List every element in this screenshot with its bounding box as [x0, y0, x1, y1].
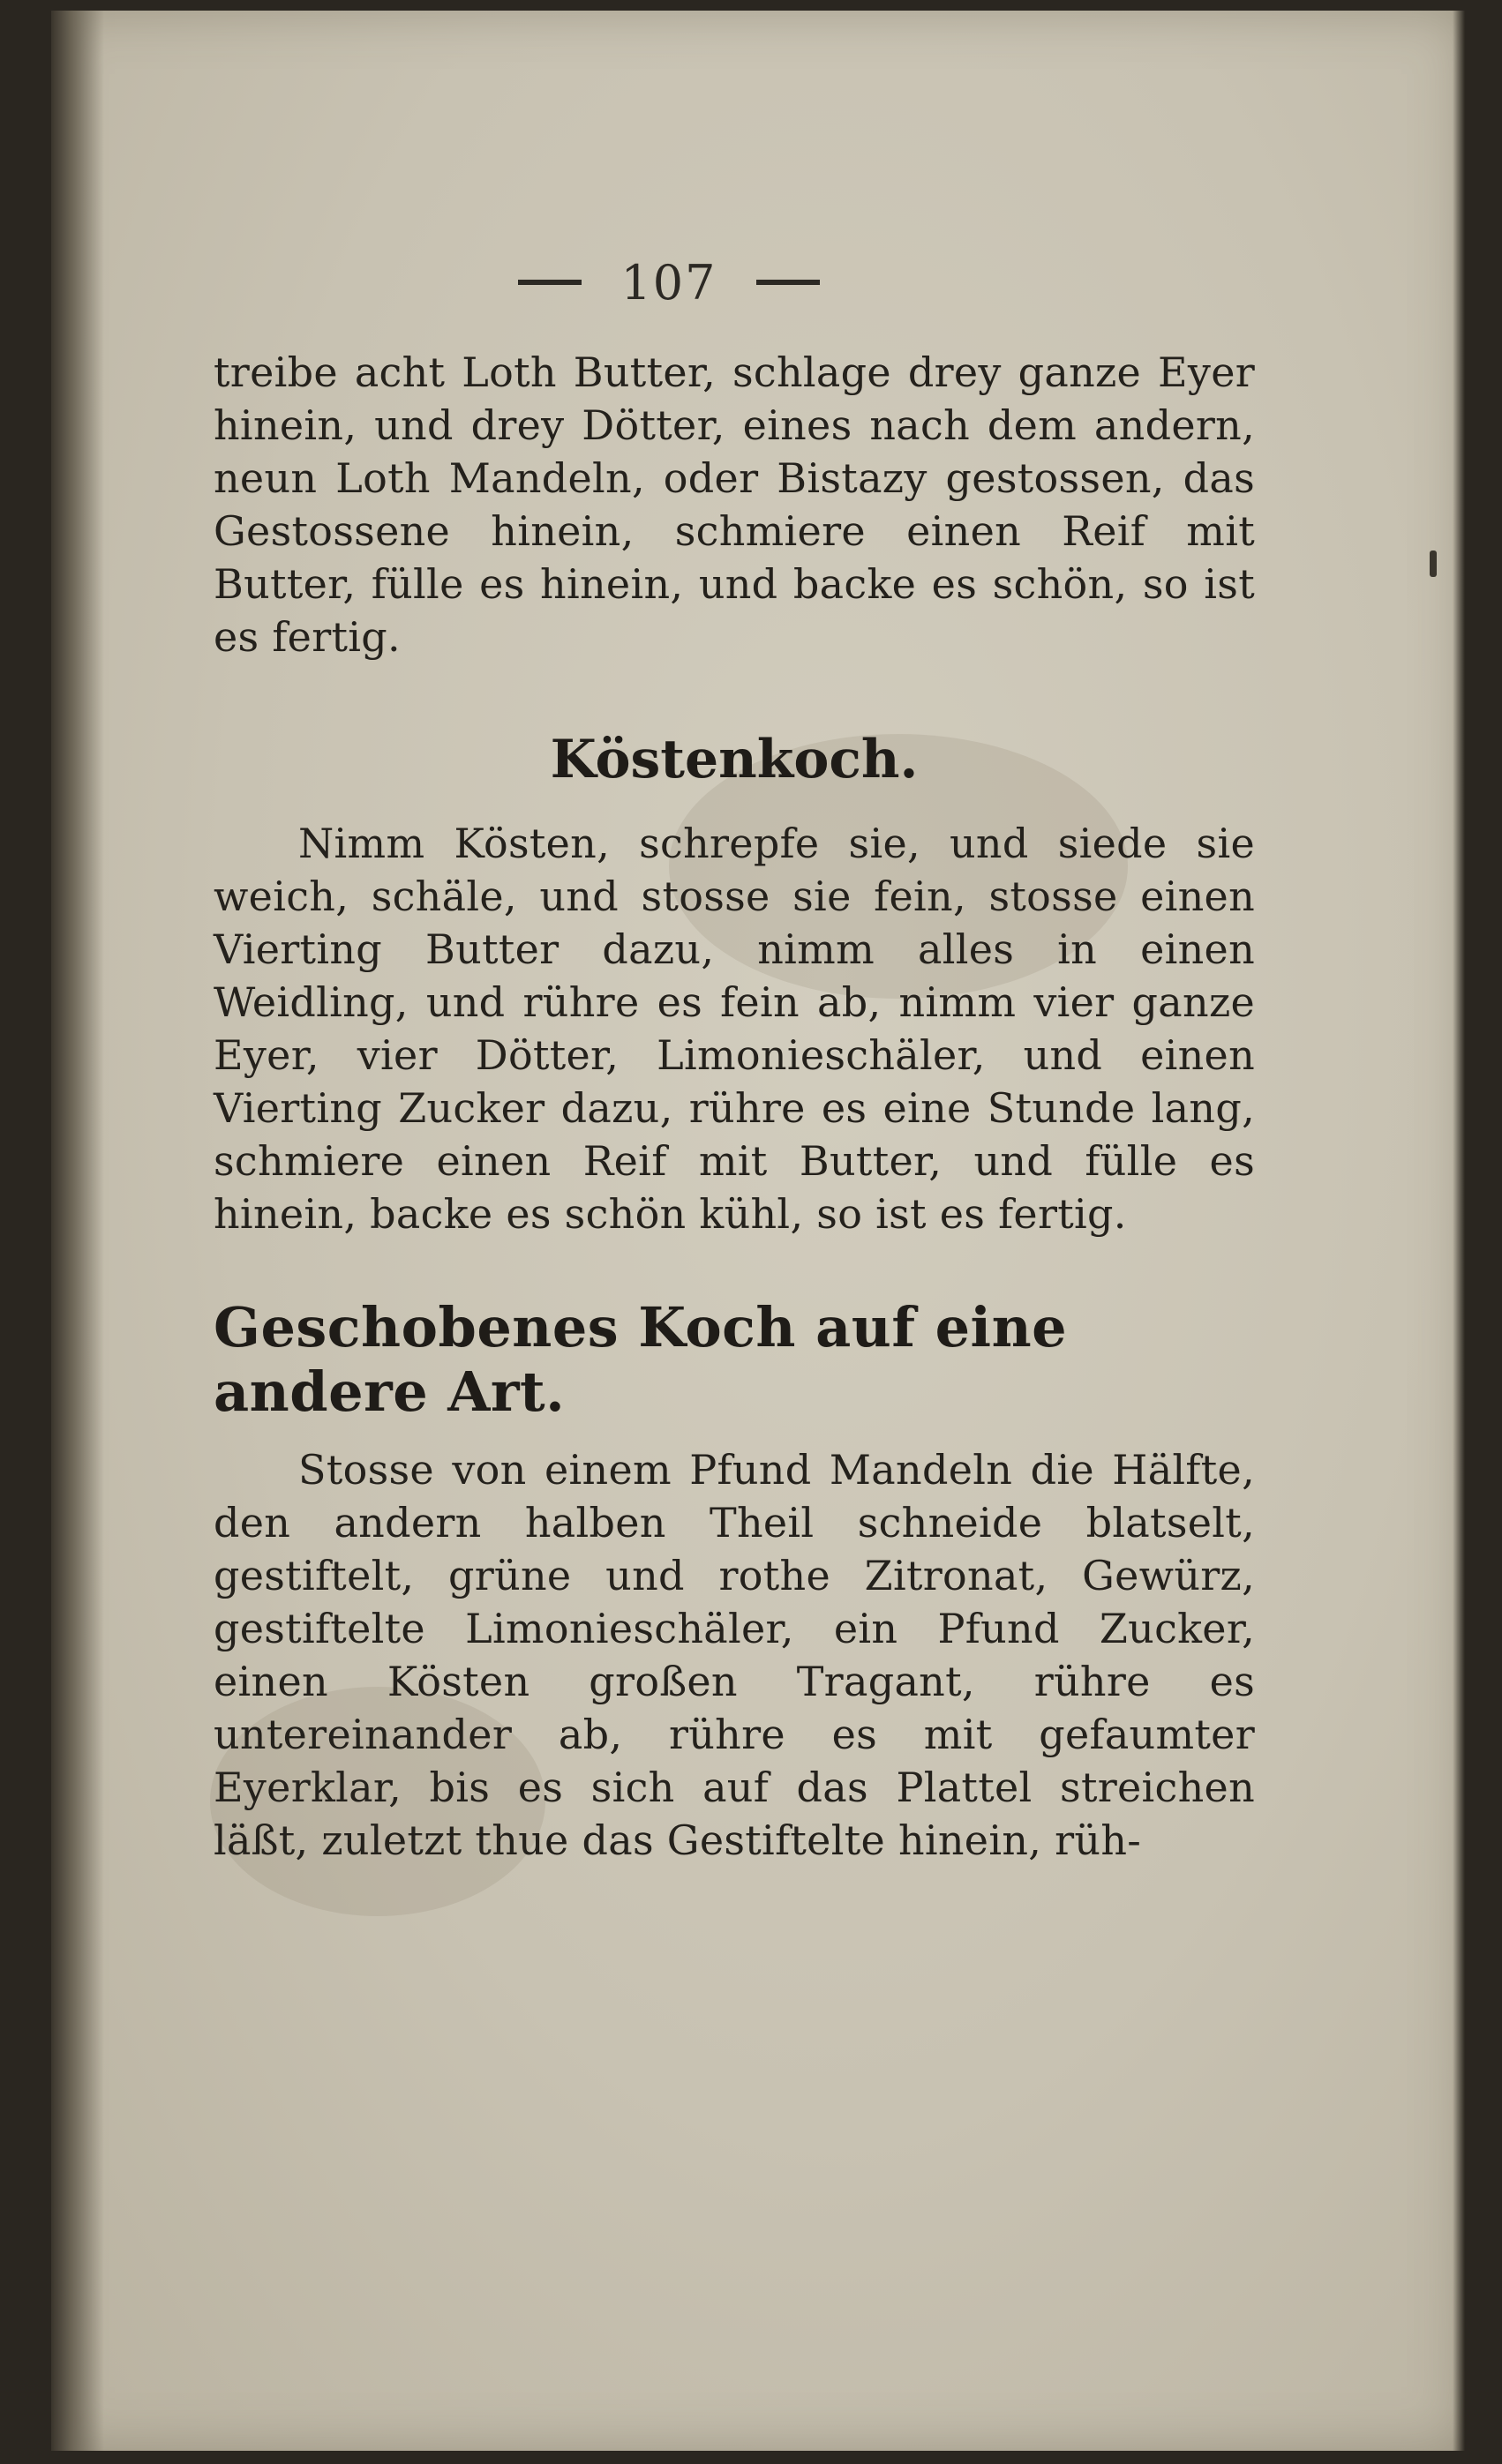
recipe-body-koestenkoch: Nimm Kösten, schrepfe sie, und siede sie weich, schäle, und stosse sie fein, stosse einen Vierting Butter dazu, nimm alles in einen Weidling, und rühre es fein ab, nimm vier ganze Eyer, vier Dötter, Limonieschäler, und einen Vierting Zucker dazu, rühre es eine Stunde lang, schmiere einen Reif mit Butter, und fülle es hinein, backe es schön kühl, so ist es fertig.: [214, 820, 1255, 1238]
paper-sheet: [51, 11, 1465, 2451]
header-dash-right: [756, 280, 820, 285]
recipe-title-geschobenes-koch: Geschobenes Koch auf eine andere Art.: [214, 1295, 1068, 1424]
opening-paragraph: treibe acht Loth Butter, schlage drey ganze Eyer hinein, und drey Dötter, eines nach dem andern, neun Loth Mandeln, oder Bistazy gestossen, das Gestossene hinein, schmiere einen Reif mit Butter, fülle es hinein, und backe es schön, so ist es fertig.: [214, 348, 1255, 661]
page-number: 107: [620, 254, 717, 311]
recipe-title-koestenkoch: Köstenkoch.: [550, 729, 919, 790]
page-header: [484, 247, 854, 318]
text-block: [214, 346, 1255, 1867]
ink-mark: [1430, 550, 1437, 577]
recipe-body-geschobenes-koch: Stosse von einem Pfund Mandeln die Hälfte, den andern halben Theil schneide blatselt, gestiftelt, grüne und rothe Zitronat, Gewürz, gestiftelte Limonieschäler, ein Pfund Zucker, einen Kösten großen Tragant, rühre es untereinander ab, rühre es mit gefaumter Eyerklar, bis es sich auf das Plattel streichen läßt, zuletzt thue das Gestiftelte hinein, rüh-: [214, 1446, 1255, 1864]
header-dash-left: [518, 280, 582, 285]
binding-gutter: [51, 11, 104, 2451]
page-edge-shadow: [1453, 11, 1465, 2451]
